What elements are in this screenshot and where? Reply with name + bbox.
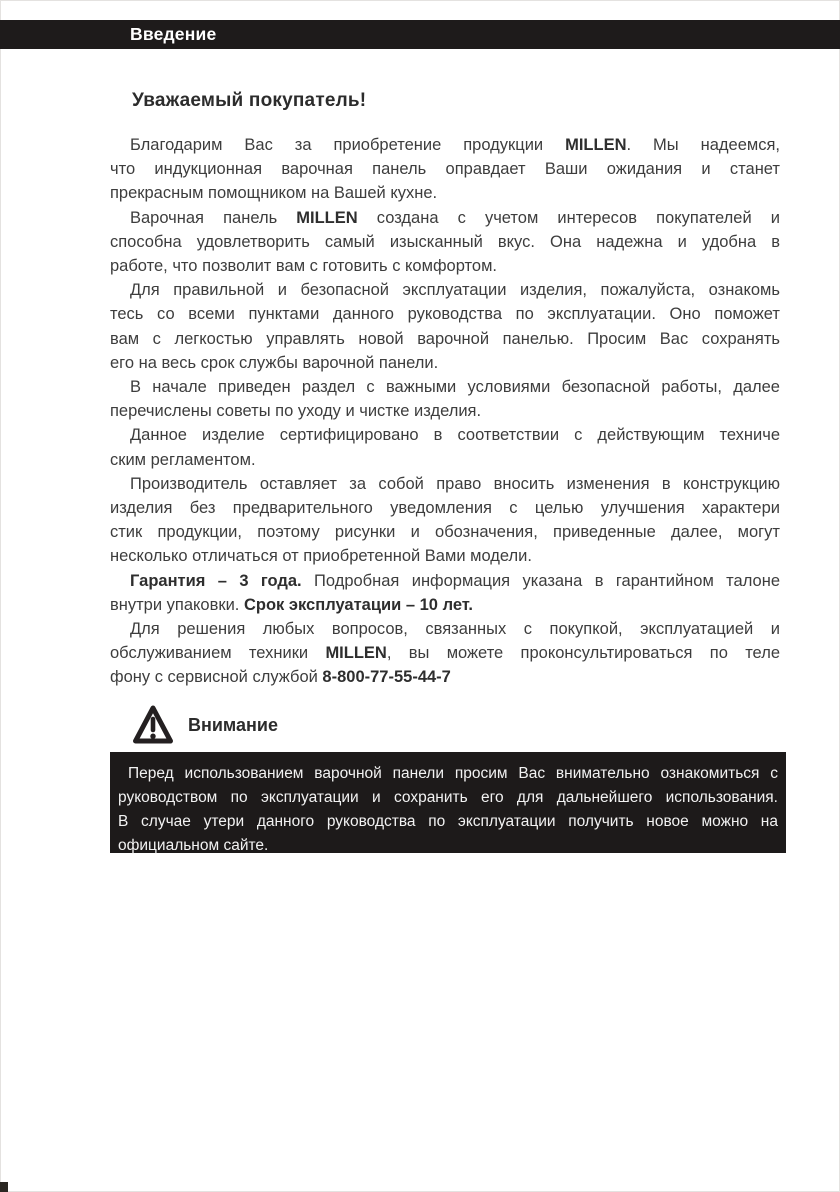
paragraph bbox=[110, 206, 780, 279]
paragraph-line: внутри упаковки. Срок эксплуатации – 10 лет. bbox=[110, 595, 474, 614]
paragraph bbox=[110, 375, 780, 423]
paragraph-line: Производитель оставляет за собой право вносить изменения в конструкцию bbox=[130, 474, 780, 493]
paragraph-line: Благодарим Вас за приобретение продукции MILLEN. Мы надеемся, bbox=[130, 136, 780, 154]
paragraph-line: перечислены советы по уходу и чистке изделия. bbox=[110, 402, 482, 421]
paragraph-line: что индукционная варочная панель оправдает Ваши ожидания и станет bbox=[110, 160, 780, 179]
paragraph bbox=[110, 278, 780, 375]
paragraph-line: обслуживанием техники MILLEN, вы можете проконсультироваться по теле bbox=[110, 644, 780, 663]
paragraph bbox=[110, 133, 780, 206]
paragraph-line: работе, что позволит вам с готовить с комфортом. bbox=[110, 257, 497, 276]
paragraph-line: стик продукции, поэтому рисунки и обозначения, приведенные далее, могут bbox=[110, 523, 780, 542]
paragraph-line: Данное изделие сертифицировано в соответствии с действующим техниче bbox=[130, 426, 780, 445]
page-title: Уважаемый покупатель! bbox=[132, 90, 367, 111]
paragraph-line: изделия без предварительного уведомления с целью улучшения характери bbox=[110, 499, 780, 518]
paragraph-line: вам с легкостью управлять новой варочной панелью. Просим Вас сохранять bbox=[110, 329, 780, 348]
warning-header bbox=[131, 701, 278, 749]
paragraph-line: В случае утери данного руководства по эксплуатации получить новое можно на bbox=[118, 813, 778, 830]
paragraph-line: Для решения любых вопросов, связанных с покупкой, эксплуатацией и bbox=[130, 620, 780, 639]
paragraph bbox=[110, 617, 780, 690]
paragraph-line: руководством по эксплуатации и сохранить его для дальнейшего использования. bbox=[118, 789, 778, 806]
warning-title: Внимание bbox=[188, 714, 278, 735]
paragraph bbox=[110, 423, 780, 471]
paragraph-line: Для правильной и безопасной эксплуатации изделия, пожалуйста, ознакомь bbox=[130, 281, 780, 300]
paragraph-line: Перед использованием варочной панели просим Вас внимательно ознакомиться с bbox=[128, 765, 778, 782]
paragraph-line: тесь со всеми пунктами данного руководства по эксплуатации. Оно поможет bbox=[110, 305, 780, 324]
scan-artifact bbox=[0, 1182, 8, 1192]
paragraph bbox=[110, 569, 780, 617]
paragraph-line: способна удовлетворить самый изысканный вкус. Она надежна и удобна в bbox=[110, 232, 780, 251]
paragraph-line: несколько отличаться от приобретенной Вами модели. bbox=[110, 547, 532, 566]
paragraph-line: В начале приведен раздел с важными условиями безопасной работы, далее bbox=[130, 378, 780, 397]
paragraph-line: ским регламентом. bbox=[110, 450, 256, 469]
paragraph-line: официальном сайте. bbox=[118, 837, 269, 854]
section-title: Введение bbox=[130, 24, 217, 44]
paragraph-line: Варочная панель MILLEN создана с учетом интересов покупателей и bbox=[130, 208, 780, 227]
paragraph-line: Гарантия – 3 года. Подробная информация указана в гарантийном талоне bbox=[130, 571, 780, 590]
alert-triangle-icon bbox=[131, 701, 175, 749]
paragraph bbox=[110, 472, 780, 569]
paragraph-line: его на весь срок службы варочной панели. bbox=[110, 353, 439, 372]
warning-notice-box bbox=[110, 752, 786, 853]
body-paragraphs bbox=[110, 133, 780, 690]
paragraph-line: фону с сервисной службой 8-800-77-55-44-7 bbox=[110, 668, 451, 687]
paragraph-line: прекрасным помощником на Вашей кухне. bbox=[110, 184, 438, 203]
section-header-bar bbox=[0, 20, 840, 49]
